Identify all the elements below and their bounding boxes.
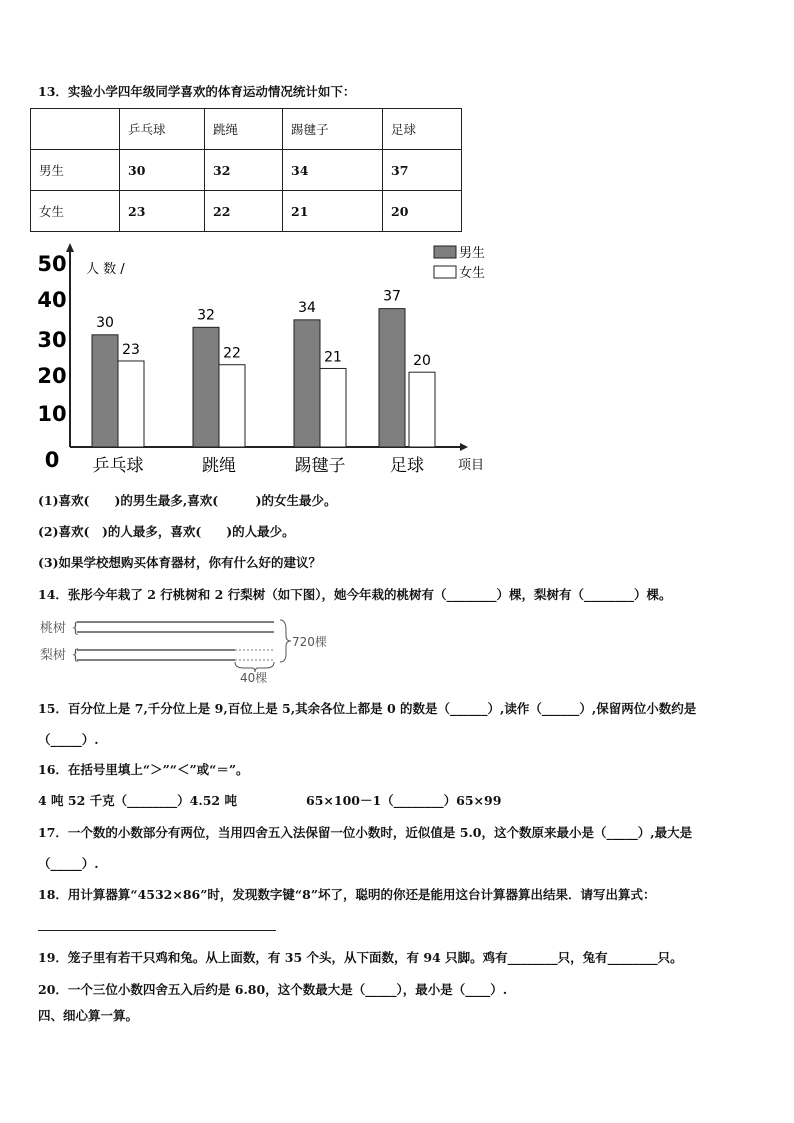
x-axis-arrow [460, 443, 468, 451]
section-4-title: 四、细心算一算。 [38, 1008, 139, 1023]
total-label: 720棵 [292, 635, 327, 649]
bar-girls [409, 372, 435, 447]
question-19-text: 19．笼子里有若干只鸡和兔。从上面数，有 35 个头，从下面数，有 94 只脚。鸡有________只，兔有________只。 [38, 950, 683, 965]
pear-label: 梨树 [40, 648, 67, 663]
data-label-girls: 23 [122, 341, 140, 358]
table-header-cell: 跳绳 [205, 109, 283, 150]
question-16-item1: 4 吨 52 千克（________）4.52 吨 [38, 793, 237, 808]
table-cell: 32 [205, 150, 283, 191]
data-label-boys: 34 [298, 299, 316, 316]
y-tick-label: 10 [37, 402, 67, 426]
legend-swatch-boys [434, 246, 456, 258]
table-header-cell: 踢毽子 [283, 109, 383, 150]
sports-bar-chart [30, 238, 500, 478]
category-label: 乒乓球 [92, 456, 144, 476]
data-label-boys: 37 [383, 288, 401, 305]
table-cell: 20 [383, 191, 462, 232]
question-15-line2: （_____）. [38, 732, 99, 747]
question-13-sub1: (1)喜欢( )的男生最多,喜欢( )的女生最少。 [38, 493, 337, 508]
question-16-item2: 65×100－1（________）65×99 [306, 793, 502, 808]
legend-label-girls: 女生 [459, 266, 486, 281]
y-tick-label: 50 [37, 252, 67, 276]
bar-boys [379, 309, 405, 447]
tree-rows-diagram [30, 612, 340, 684]
question-20-text: 20．一个三位小数四舍五入后约是 6.80，这个数最大是（_____），最小是（____）. [38, 982, 508, 997]
legend-label-boys: 男生 [459, 246, 486, 261]
data-label-girls: 22 [223, 345, 241, 362]
table-cell: 22 [205, 191, 283, 232]
question-16-title: 16．在括号里填上“＞”“＜”或“＝”。 [38, 762, 249, 777]
y-tick-label: 30 [37, 328, 67, 352]
table-header-cell: 足球 [383, 109, 462, 150]
svg-text:{: { [71, 647, 80, 663]
category-label: 足球 [390, 456, 424, 476]
question-14-text: 14．张彤今年栽了 2 行桃树和 2 行梨树（如下图），她今年栽的桃树有（________）棵，梨树有（________）棵。 [38, 587, 672, 602]
table-row-girls [31, 191, 462, 232]
question-17-line1: 17．一个数的小数部分有两位，当用四舍五入法保留一位小数时，近似值是 5.0，这个数原来最小是（_____）,最大是 [38, 825, 693, 840]
question-13-title: 13．实验小学四年级同学喜欢的体育运动情况统计如下： [38, 84, 356, 99]
row-label: 女生 [31, 191, 120, 232]
y-tick-label: 20 [37, 364, 67, 388]
question-13-sub2: (2)喜欢( )的人最多，喜欢( )的人最少。 [38, 524, 295, 539]
extra-label: 40棵 [240, 671, 268, 684]
bar-girls [219, 365, 245, 447]
data-label-girls: 20 [413, 353, 431, 370]
question-15-line1: 15．百分位上是 7,千分位上是 9,百位上是 5,其余各位上都是 0 的数是（______）,读作（______）,保留两位小数约是 [38, 701, 697, 716]
y-axis-label: 人 数 / [86, 262, 125, 277]
data-label-boys: 30 [96, 314, 114, 331]
bar-boys [294, 320, 320, 447]
svg-text:{: { [71, 620, 80, 636]
category-label: 跳绳 [202, 456, 236, 476]
x-axis-label: 项目 [458, 458, 485, 473]
table-cell: 34 [283, 150, 383, 191]
y-tick-label: 0 [44, 448, 60, 472]
total-brace [280, 620, 291, 662]
sports-stats-table [30, 108, 462, 232]
peach-label: 桃树 [40, 621, 67, 636]
table-cell: 30 [120, 150, 205, 191]
y-tick-label: 40 [37, 288, 67, 312]
question-13-sub3: (3)如果学校想购买体育器材，你有什么好的建议？ [38, 555, 322, 570]
y-axis-arrow [66, 243, 74, 252]
table-header-row [31, 109, 462, 150]
table-cell: 37 [383, 150, 462, 191]
question-17-line2: （_____）. [38, 856, 99, 871]
legend-swatch-girls [434, 266, 456, 278]
bar-girls [118, 361, 144, 447]
data-label-girls: 21 [324, 349, 342, 366]
category-label: 踢毽子 [294, 456, 346, 476]
table-header-cell [31, 109, 120, 150]
data-label-boys: 32 [197, 307, 215, 324]
bar-girls [320, 368, 346, 447]
question-18-text: 18．用计算器算“4532×86”时，发现数字键“8”坏了，聪明的你还是能用这台计算器算出结果．请写出算式： [38, 887, 656, 902]
table-header-cell: 乒乓球 [120, 109, 205, 150]
row-label: 男生 [31, 150, 120, 191]
bar-boys [193, 327, 219, 447]
table-cell: 21 [283, 191, 383, 232]
bar-boys [92, 335, 118, 447]
table-row-boys [31, 150, 462, 191]
answer-line [38, 930, 276, 931]
table-cell: 23 [120, 191, 205, 232]
